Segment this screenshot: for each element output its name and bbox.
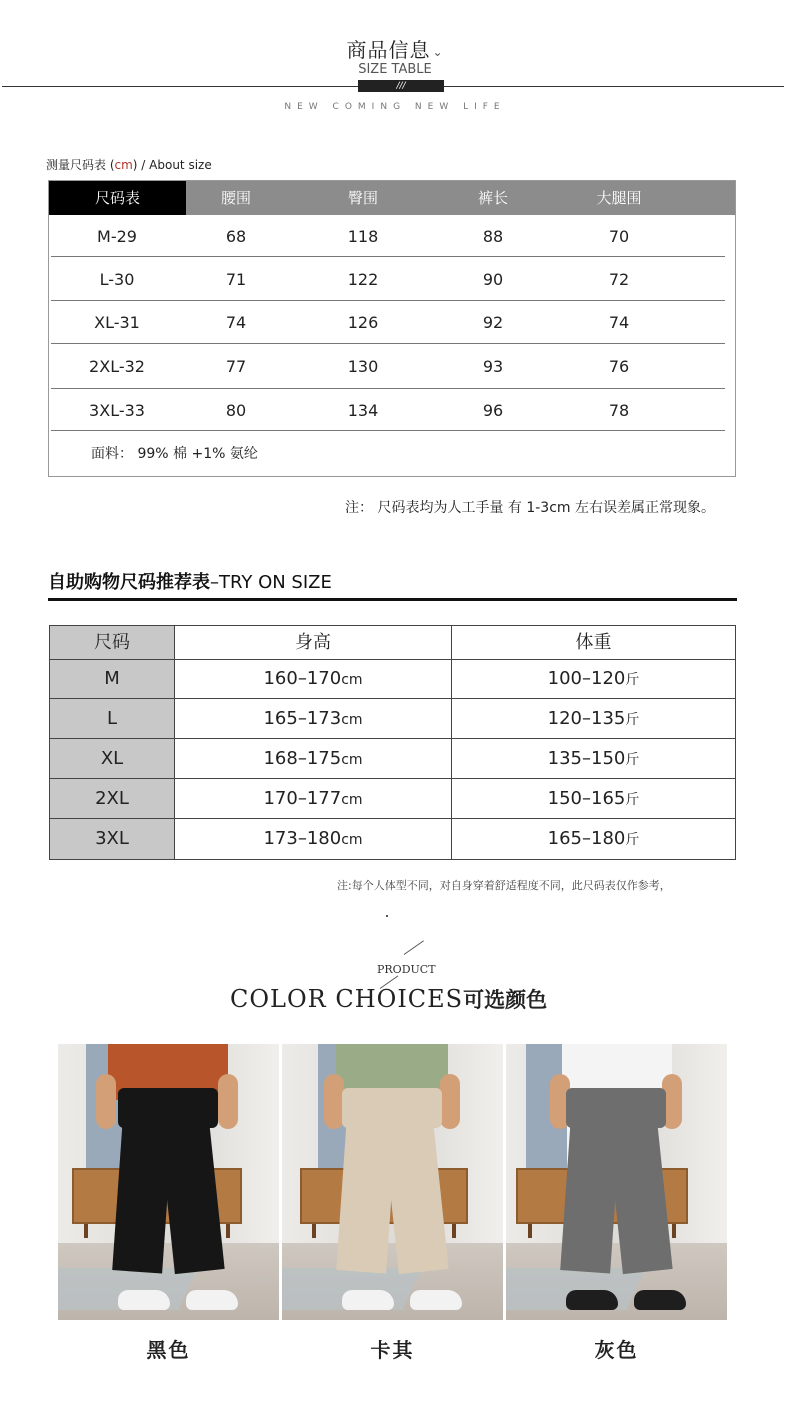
cell-hip: 134 xyxy=(347,401,379,420)
try-on-title xyxy=(48,568,332,594)
color-choices-title xyxy=(230,984,547,1014)
cell-thigh: 76 xyxy=(608,357,630,376)
photo-shoe xyxy=(342,1290,394,1310)
header-tagline: NEW COMING NEW LIFE xyxy=(284,102,506,112)
try-on-title-en: –TRY ON SIZE xyxy=(210,572,332,593)
cell-size: L xyxy=(49,698,175,739)
cell-waist: 71 xyxy=(225,270,247,289)
cell-height xyxy=(174,698,452,739)
cell-height xyxy=(174,778,452,819)
weight-unit: 斤 xyxy=(625,712,640,728)
caption-prefix: 测量尺码表 ( xyxy=(46,158,115,172)
weight-unit: 斤 xyxy=(625,752,640,768)
header-cell-thigh: 大腿围 xyxy=(596,189,642,207)
header-cell-size: 尺码 xyxy=(49,625,175,660)
size-table-header xyxy=(49,181,735,215)
table-row xyxy=(49,258,735,301)
cell-hip: 122 xyxy=(347,270,379,289)
photo-arm xyxy=(96,1074,116,1129)
cell-thigh: 74 xyxy=(608,313,630,332)
cell-length: 93 xyxy=(482,357,504,376)
cell-length: 92 xyxy=(482,313,504,332)
weight-unit: 斤 xyxy=(625,832,640,848)
photo-arm xyxy=(218,1074,238,1129)
cell-weight xyxy=(451,698,736,739)
cell-size: XL xyxy=(49,738,175,779)
cell-length: 88 xyxy=(482,227,504,246)
cell-thigh: 72 xyxy=(608,270,630,289)
cell-size: 2XL-32 xyxy=(89,357,145,376)
cell-size: M xyxy=(49,659,175,699)
header-cell-size: 尺码表 xyxy=(49,181,186,215)
cell-size: L-30 xyxy=(99,270,135,289)
weight-range: 100–120 xyxy=(547,668,626,689)
product-photo-khaki[interactable] xyxy=(282,1044,503,1320)
cell-size: XL-31 xyxy=(94,313,140,332)
cell-size: 3XL xyxy=(49,818,175,860)
header-bar-mark: /// xyxy=(358,80,444,92)
cell-weight xyxy=(451,778,736,819)
table-row xyxy=(49,301,735,344)
cell-waist: 77 xyxy=(225,357,247,376)
row-divider xyxy=(51,256,725,257)
height-unit: cm xyxy=(341,752,363,768)
color-choices-title-en: COLOR CHOICES xyxy=(230,985,464,1013)
cell-hip: 118 xyxy=(347,227,379,246)
caption-unit: cm xyxy=(114,158,133,172)
section-title-text: 商品信息 xyxy=(346,38,431,62)
color-label-black: 黑色 xyxy=(146,1338,191,1362)
height-unit: cm xyxy=(341,712,363,728)
try-on-table xyxy=(48,624,737,861)
color-label-khaki: 卡其 xyxy=(370,1338,415,1362)
weight-range: 120–135 xyxy=(547,708,626,729)
height-range: 173–180 xyxy=(263,828,342,849)
cell-size: M-29 xyxy=(97,227,137,246)
header-cell-length: 裤长 xyxy=(477,189,508,207)
cell-waist: 68 xyxy=(225,227,247,246)
weight-unit: 斤 xyxy=(625,792,640,808)
chevron-down-icon: ⌄ xyxy=(432,44,444,59)
header-cell-height: 身高 xyxy=(174,625,452,660)
decorative-slash xyxy=(404,940,424,955)
photo-shoe xyxy=(410,1290,462,1310)
header-cell-hip: 臀围 xyxy=(347,189,378,207)
weight-range: 150–165 xyxy=(547,788,626,809)
cell-waist: 74 xyxy=(225,313,247,332)
cell-length: 90 xyxy=(482,270,504,289)
photo-shoe xyxy=(566,1290,618,1310)
table-row xyxy=(49,389,735,432)
table-row xyxy=(49,215,735,258)
section-title xyxy=(0,34,790,63)
cell-weight xyxy=(451,738,736,779)
try-on-note: 注:每个人体型不同，对自身穿着舒适程度不同，此尺码表仅作参考， xyxy=(337,879,671,892)
decorative-dot xyxy=(386,915,388,917)
header-cell-waist: 腰围 xyxy=(220,189,251,207)
height-unit: cm xyxy=(341,832,363,848)
height-range: 165–173 xyxy=(263,708,342,729)
cell-thigh: 78 xyxy=(608,401,630,420)
weight-range: 135–150 xyxy=(547,748,626,769)
photo-shoe xyxy=(186,1290,238,1310)
height-range: 170–177 xyxy=(263,788,342,809)
fabric-info: 面料： 99% 棉 +1% 氨纶 xyxy=(91,446,258,462)
cell-size: 3XL-33 xyxy=(89,401,145,420)
cell-hip: 126 xyxy=(347,313,379,332)
row-divider xyxy=(51,430,725,431)
cell-waist: 80 xyxy=(225,401,247,420)
product-photo-gray[interactable] xyxy=(506,1044,727,1320)
table-row xyxy=(49,345,735,388)
cell-height xyxy=(174,659,452,699)
height-range: 168–175 xyxy=(263,748,342,769)
color-choices-title-cn: 可选颜色 xyxy=(463,988,548,1012)
header-cell-weight: 体重 xyxy=(451,625,736,660)
product-label: PRODUCT xyxy=(377,963,436,976)
size-table xyxy=(48,180,736,477)
height-unit: cm xyxy=(341,792,363,808)
try-on-title-cn: 自助购物尺码推荐表 xyxy=(48,572,210,593)
product-photo-black[interactable] xyxy=(58,1044,279,1320)
weight-unit: 斤 xyxy=(625,672,640,688)
weight-range: 165–180 xyxy=(547,828,626,849)
photo-arm xyxy=(440,1074,460,1129)
cell-height xyxy=(174,738,452,779)
caption-suffix: ) / About size xyxy=(132,158,212,172)
cell-weight xyxy=(451,818,736,860)
cell-thigh: 70 xyxy=(608,227,630,246)
size-table-caption xyxy=(46,156,212,173)
cell-size: 2XL xyxy=(49,778,175,819)
cell-weight xyxy=(451,659,736,699)
cell-hip: 130 xyxy=(347,357,379,376)
height-unit: cm xyxy=(341,672,363,688)
cell-length: 96 xyxy=(482,401,504,420)
photo-arm xyxy=(324,1074,344,1129)
measure-note: 注： 尺码表均为人工手量 有 1-3cm 左右误差属正常现象。 xyxy=(345,500,716,516)
section-subtitle: SIZE TABLE xyxy=(358,62,432,77)
photo-shoe xyxy=(634,1290,686,1310)
row-divider xyxy=(51,343,725,344)
cell-height xyxy=(174,818,452,860)
height-range: 160–170 xyxy=(263,668,342,689)
photo-shoe xyxy=(118,1290,170,1310)
color-label-gray: 灰色 xyxy=(594,1338,639,1362)
try-on-divider xyxy=(48,598,737,601)
